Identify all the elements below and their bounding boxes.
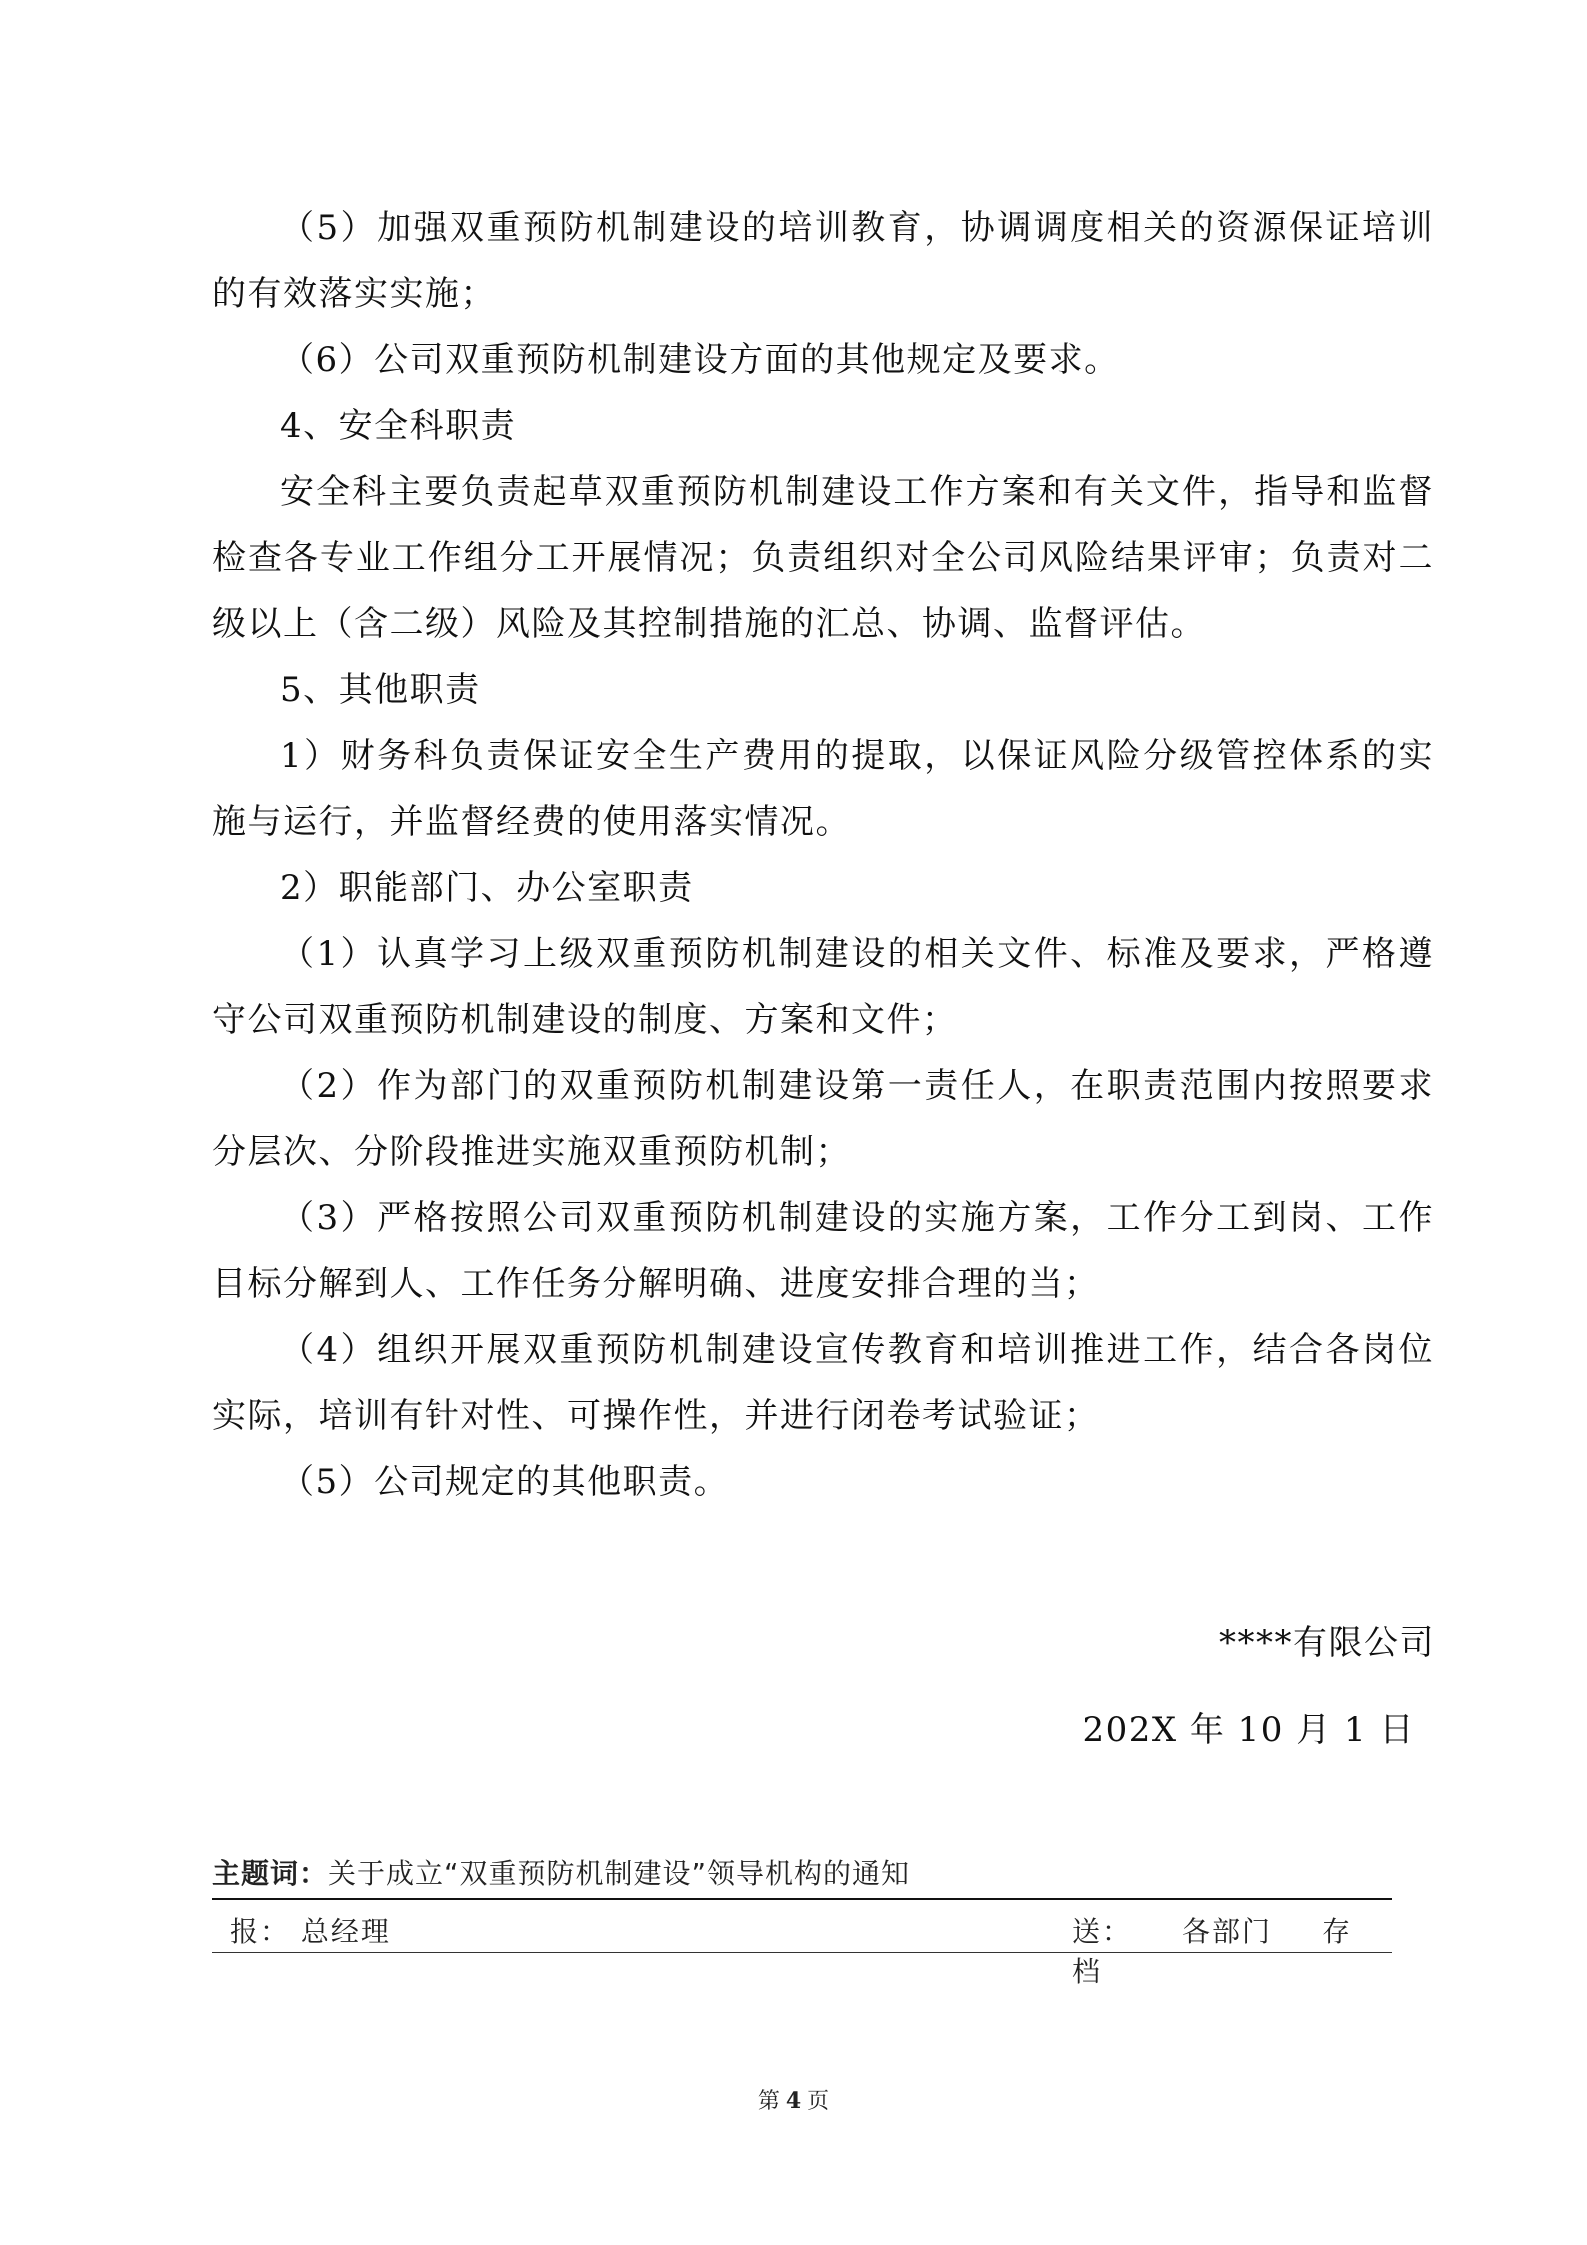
- distribution-row: [212, 1900, 1392, 1988]
- report-recipient: 总经理: [300, 1915, 391, 1948]
- document-body: [212, 195, 1434, 1515]
- paragraph: （6）公司双重预防机制建设方面的其他规定及要求。: [280, 340, 1120, 380]
- archive-label: 存档: [1072, 1915, 1353, 1988]
- paragraph: 1）财务科负责保证安全生产费用的提取，以保证风险分级管控体系的实施与运行，并监督经费的使用落实情况。: [212, 736, 1434, 842]
- subject-row: [212, 1852, 1392, 1900]
- paragraph: （5）加强双重预防机制建设的培训教育，协调调度相关的资源保证培训的有效落实实施；: [212, 208, 1434, 314]
- document-footer-table: [212, 1852, 1392, 1988]
- paragraph: （5）公司规定的其他职责。: [280, 1462, 730, 1502]
- send-label: 送：: [1072, 1915, 1133, 1948]
- page-number-value: 4: [785, 2088, 802, 2114]
- signature-date: 202X 年 10 月 1 日: [1082, 1710, 1415, 1750]
- page-number: [0, 2084, 1587, 2115]
- send-recipient: 各部门: [1182, 1915, 1273, 1948]
- paragraph: 安全科主要负责起草双重预防机制建设工作方案和有关文件，指导和监督检查各专业工作组分工开展情况；负责组织对全公司风险结果评审；负责对二级以上（含二级）风险及其控制措施的汇总、协调、监督评估。: [212, 472, 1434, 644]
- paragraph: （3）严格按照公司双重预防机制建设的实施方案，工作分工到岗、工作目标分解到人、工作任务分解明确、进度安排合理的当；: [212, 1198, 1434, 1304]
- section-heading: 4、安全科职责: [280, 406, 517, 446]
- paragraph: （4）组织开展双重预防机制建设宣传教育和培训推进工作，结合各岗位实际，培训有针对性、可操作性，并进行闭卷考试验证；: [212, 1330, 1434, 1436]
- send-to: [1072, 1910, 1392, 1990]
- subsection-heading: 2）职能部门、办公室职责: [280, 868, 694, 908]
- report-label: 报：: [230, 1915, 291, 1948]
- paragraph: （1）认真学习上级双重预防机制建设的相关文件、标准及要求，严格遵守公司双重预防机制建设的制度、方案和文件；: [212, 934, 1434, 1040]
- page-suffix: 页: [807, 2089, 830, 2114]
- section-heading: 5、其他职责: [280, 670, 481, 710]
- subject-text: 关于成立“双重预防机制建设”领导机构的通知: [328, 1857, 911, 1890]
- page-prefix: 第: [757, 2089, 780, 2114]
- report-to: [230, 1910, 391, 1950]
- signature-company: ****有限公司: [1219, 1623, 1435, 1663]
- subject-label: 主题词：: [212, 1857, 329, 1890]
- paragraph: （2）作为部门的双重预防机制建设第一责任人，在职责范围内按照要求分层次、分阶段推进实施双重预防机制；: [212, 1066, 1434, 1172]
